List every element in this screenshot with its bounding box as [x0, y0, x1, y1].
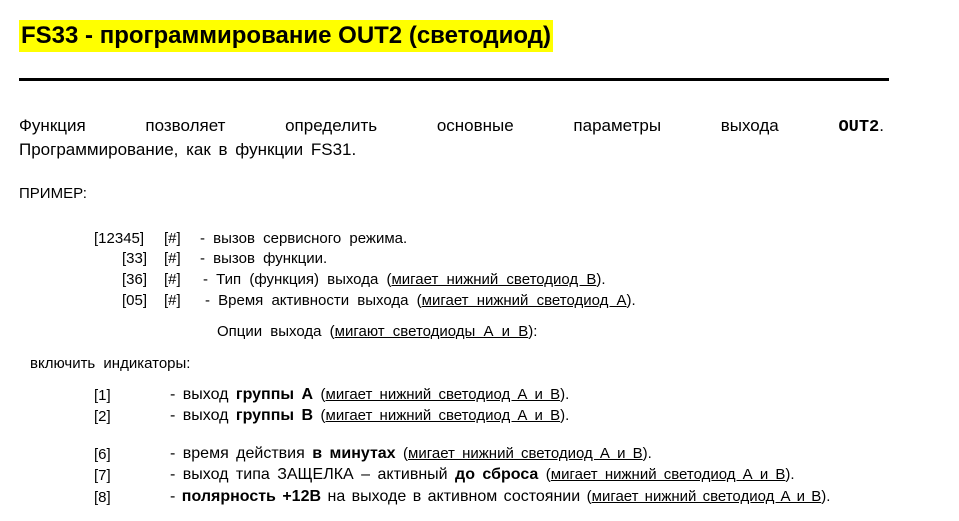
intro-out2: OUT2: [838, 118, 880, 137]
step-desc: - вызов сервисного режима.: [200, 230, 408, 247]
option-code: [8]: [94, 489, 111, 506]
step-desc: - Время активности выхода (мигает нижний светодиод А).: [205, 292, 636, 309]
option-desc: - время действия в минутах (мигает нижний светодиод А и В).: [170, 445, 652, 462]
example-label: ПРИМЕР:: [19, 185, 87, 202]
step-desc: - Тип (функция) выхода (мигает нижний светодиод В).: [203, 271, 606, 288]
option-code: [6]: [94, 446, 111, 463]
option-desc: - выход группы В (мигает нижний светодиод А и В).: [170, 407, 570, 424]
intro-text: Функция позволяет определить основные параметры выхода: [19, 116, 839, 135]
step-code: [12345]: [94, 230, 145, 247]
page-title: FS33 - программирование OUT2 (светодиод): [19, 20, 553, 52]
step-key: [#]: [164, 230, 181, 247]
intro-period: .: [879, 116, 884, 135]
step-code: [36]: [122, 271, 148, 288]
intro-paragraph-line1: [19, 115, 884, 139]
option-desc: - полярность +12В на выходе в активном состоянии (мигает нижний светодиод А и В).: [170, 488, 831, 505]
step-code: [05]: [122, 292, 148, 309]
enable-label: включить индикаторы:: [30, 355, 191, 372]
option-code: [2]: [94, 408, 111, 425]
step-code: [33]: [122, 250, 148, 267]
step-key: [#]: [164, 250, 181, 267]
options-line: Опции выхода (мигают светодиоды А и В):: [217, 323, 538, 340]
option-desc: - выход типа ЗАЩЕЛКА – активный до сброса (мигает нижний светодиод А и В).: [170, 466, 795, 483]
intro-paragraph-line2: Программирование, как в функции FS31.: [19, 140, 357, 159]
step-key: [#]: [164, 271, 181, 288]
divider: [19, 78, 889, 81]
option-code: [1]: [94, 387, 111, 404]
option-desc: - выход группы А (мигает нижний светодиод А и В).: [170, 386, 570, 403]
step-key: [#]: [164, 292, 181, 309]
option-code: [7]: [94, 467, 111, 484]
step-desc: - вызов функции.: [200, 250, 328, 267]
